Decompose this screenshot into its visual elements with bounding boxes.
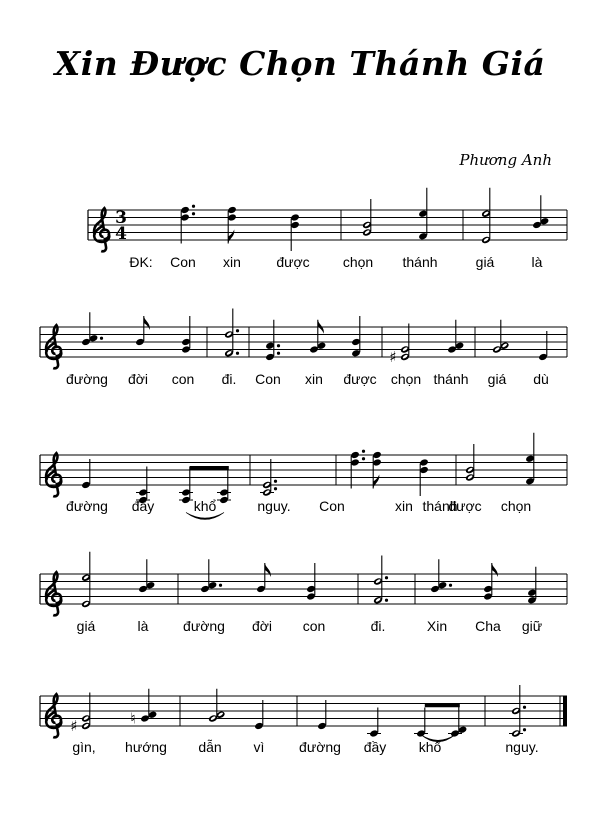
eighth-flag — [144, 316, 150, 330]
half-chord — [208, 689, 226, 723]
quarter-chord — [447, 320, 464, 354]
lyric-syllable: đường — [299, 739, 341, 755]
lyric-syllable: nguy. — [257, 498, 291, 514]
lyric-syllable: giữ — [521, 618, 543, 634]
dotted-half-chord — [373, 556, 388, 605]
eighth-flag — [492, 563, 498, 577]
augmentation-dot — [385, 599, 388, 602]
half-chord — [70, 693, 91, 736]
lyric-syllable: được — [448, 498, 482, 514]
eighth-flag — [373, 475, 379, 489]
lyric-syllable: nguy. — [505, 739, 539, 755]
lyric-line — [0, 618, 600, 638]
lyric-syllable: đường — [66, 371, 108, 387]
lyric-syllable: giá — [475, 254, 495, 270]
beam — [190, 466, 229, 470]
augmentation-dot — [277, 344, 280, 347]
quarter-chord — [317, 700, 327, 730]
lyric-syllable: xin — [395, 498, 413, 514]
quarter-chord — [254, 700, 264, 730]
quarter-chord — [538, 331, 548, 361]
treble-clef-icon — [46, 325, 61, 368]
lyric-syllable: gìn, — [72, 739, 96, 755]
lyric-syllable: xin — [305, 371, 323, 387]
lyric-syllable: đầy — [363, 739, 387, 755]
dotted-quarter-chord — [430, 559, 452, 593]
augmentation-dot — [362, 457, 365, 460]
half-chord — [389, 324, 410, 367]
quarter-chord — [130, 689, 157, 728]
lyric-syllable: là — [531, 254, 543, 270]
augmentation-dot — [449, 584, 452, 587]
lyric-syllable: giá — [487, 371, 507, 387]
augmentation-dot — [236, 352, 239, 355]
lyric-syllable: xin — [223, 254, 241, 270]
time-signature-denominator: 4 — [115, 224, 127, 244]
treble-clef-icon — [46, 453, 61, 496]
quarter-chord — [532, 195, 549, 229]
half-chord — [481, 188, 491, 245]
quarter-chord — [367, 708, 381, 738]
augmentation-dot — [523, 706, 526, 709]
lyric-syllable: Cha — [475, 618, 501, 634]
augmentation-dot — [277, 352, 280, 355]
eighth-chord — [448, 704, 467, 738]
lyric-syllable: khổ — [193, 498, 217, 514]
natural-icon: ♮ — [130, 709, 136, 728]
augmentation-dot — [219, 584, 222, 587]
staff-system — [40, 309, 567, 369]
lyric-syllable: thánh — [422, 498, 458, 514]
lyric-line — [0, 254, 600, 274]
lyric-syllable: chọn — [342, 254, 374, 270]
augmentation-dot — [236, 329, 239, 332]
lyric-syllable: đi. — [370, 618, 386, 634]
lyric-syllable: con — [302, 618, 326, 634]
quarter-chord — [81, 459, 91, 489]
staff-system — [40, 685, 567, 742]
treble-clef-icon — [46, 694, 61, 737]
lyric-syllable: chọn — [390, 371, 422, 387]
eighth-flag — [265, 563, 271, 577]
lyric-syllable: được — [343, 371, 377, 387]
dotted-quarter-chord — [265, 320, 280, 361]
dotted-quarter-chord — [81, 312, 103, 346]
lyric-syllable: đầy — [131, 498, 155, 514]
eighth-flag — [228, 230, 234, 244]
treble-clef-icon — [46, 572, 61, 615]
time-signature-numerator: 3 — [115, 208, 127, 228]
augmentation-dot — [192, 205, 195, 208]
augmentation-dot — [100, 337, 103, 340]
composer-name: Phương Anh — [459, 151, 552, 169]
song-title: Xin Được Chọn Thánh Giá — [54, 44, 546, 83]
staff-system — [40, 552, 567, 616]
dotted-half-chord — [224, 309, 239, 358]
lyric-syllable: thánh — [402, 254, 438, 270]
lyric-syllable: chọn — [500, 498, 532, 514]
final-barline-thick — [563, 696, 567, 726]
half-chord — [81, 552, 91, 609]
quarter-chord — [527, 567, 537, 605]
lyric-syllable: thánh — [433, 371, 469, 387]
lyric-syllable: con — [171, 371, 195, 387]
lyric-syllable: ĐK: — [129, 254, 153, 270]
lyric-syllable: đời — [251, 618, 273, 634]
lyric-syllable: vì — [253, 739, 265, 755]
lyric-syllable: khổ — [418, 739, 442, 755]
sharp-icon: ♯ — [70, 717, 78, 735]
lyric-syllable: giá — [76, 618, 96, 634]
sharp-icon: ♯ — [389, 348, 397, 366]
lyric-syllable: dù — [533, 371, 549, 387]
eighth-chord — [414, 708, 428, 738]
lyric-line — [0, 498, 600, 518]
lyric-line — [0, 739, 600, 759]
beam — [425, 703, 460, 707]
augmentation-dot — [274, 480, 277, 483]
staff-system — [88, 188, 567, 252]
augmentation-dot — [362, 450, 365, 453]
lyric-syllable: đường — [66, 498, 108, 514]
lyric-syllable: đời — [127, 371, 149, 387]
lyric-line — [0, 371, 600, 391]
dotted-quarter-chord — [200, 559, 222, 593]
lyric-syllable: Xin — [426, 618, 448, 634]
lyric-syllable: Con — [319, 498, 345, 514]
lyric-syllable: Con — [255, 371, 281, 387]
lyric-syllable: là — [137, 618, 149, 634]
lyric-syllable: đi. — [221, 371, 237, 387]
lyric-syllable: đường — [183, 618, 225, 634]
lyric-syllable: hướng — [125, 739, 167, 755]
lyric-syllable: Con — [170, 254, 196, 270]
lyric-syllable: được — [276, 254, 310, 270]
augmentation-dot — [274, 487, 277, 490]
augmentation-dot — [523, 728, 526, 731]
lyric-syllable: dẫn — [198, 739, 222, 755]
augmentation-dot — [192, 212, 195, 215]
eighth-chord — [309, 320, 326, 354]
half-chord — [492, 320, 510, 354]
quarter-chord — [138, 559, 155, 593]
treble-clef-icon — [94, 208, 109, 251]
augmentation-dot — [385, 576, 388, 579]
quarter-chord — [351, 316, 361, 357]
